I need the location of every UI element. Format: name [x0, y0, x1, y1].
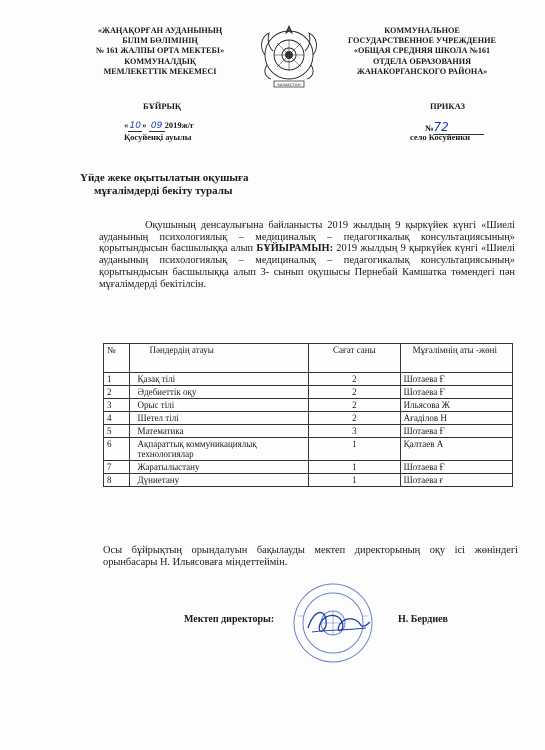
row-number: 7: [104, 461, 130, 474]
number-prefix: №: [425, 123, 434, 133]
header-cell-number: №: [104, 344, 130, 373]
place-kazakh: Қосуйенқі ауылы: [124, 132, 192, 142]
row-hours: 2: [309, 399, 401, 412]
row-number: 5: [104, 425, 130, 438]
header-right-line: ОТДЕЛА ОБРАЗОВАНИЯ: [373, 56, 471, 66]
row-subject: Шетел тілі: [129, 412, 309, 425]
row-hours: 3: [309, 425, 401, 438]
row-teacher: Шотаева Ғ: [400, 373, 512, 386]
table-row: [104, 386, 513, 399]
document-title: [80, 172, 248, 198]
row-number: 1: [104, 373, 130, 386]
table-header-row: [104, 344, 513, 373]
row-teacher: Шотаева Ғ: [400, 461, 512, 474]
order-title-russian: ПРИКАЗ: [430, 101, 465, 111]
row-subject: Әдебиеттік оқу: [129, 386, 309, 399]
row-hours: 2: [309, 373, 401, 386]
number-handwritten: 72: [434, 120, 484, 135]
row-teacher: Шотаева Ғ: [400, 386, 512, 399]
body-main-text: Оқушының денсаулығына байланысты 2019 жылдың 9 қыркүйек күнгі «Шиелі ауданының психологиялық – медициналық – педагогикалық консультациясының» қорытындысын басшылыққа алып: [99, 220, 515, 255]
table-row: [104, 474, 513, 487]
row-subject: Математика: [129, 425, 309, 438]
table-row: [104, 425, 513, 438]
header-left-kazakh: [72, 26, 248, 77]
table-row: [104, 412, 513, 425]
header-left-line: БІЛІМ БӨЛІМІНІҢ: [122, 36, 198, 46]
row-number: 3: [104, 399, 130, 412]
body-paragraph: [99, 220, 515, 290]
subjects-table: [103, 343, 513, 487]
row-hours: 1: [309, 474, 401, 487]
date-prefix: «: [124, 120, 129, 130]
row-number: 4: [104, 412, 130, 425]
header-left-line: № 161 ЖАЛПЫ ОРТА МЕКТЕБІ»: [95, 46, 225, 56]
emblem-label: КАЗАКСТАН: [277, 82, 301, 87]
row-subject: Орыс тілі: [129, 399, 309, 412]
row-number: 6: [104, 438, 130, 461]
row-hours: 1: [309, 461, 401, 474]
director-signature-icon: [304, 602, 374, 642]
header-left-line: «ЖАҢАҚОРҒАН АУДАНЫНЫҢ: [97, 26, 223, 35]
header-right-line: КОММУНАЛЬНОЕ: [384, 26, 460, 35]
header-right-line: ГОСУДАРСТВЕННОЕ УЧРЕЖДЕНИЕ: [348, 36, 496, 46]
table-row: [104, 373, 513, 386]
director-name: Н. Бердиев: [398, 614, 448, 625]
director-label: Мектеп директоры:: [184, 614, 275, 625]
table-row: [104, 438, 513, 461]
row-subject: Дүниетану: [129, 474, 309, 487]
row-teacher: Шотаева ғ: [400, 474, 512, 487]
row-subject: Жаратылыстану: [129, 461, 309, 474]
row-number: 8: [104, 474, 130, 487]
order-title-kazakh: БҰЙРЫҚ: [143, 101, 182, 111]
header-cell-teacher: Мұғалімнің аты -жөні: [400, 344, 512, 373]
row-number: 2: [104, 386, 130, 399]
title-line-1: Үйде жеке оқытылатын оқушыға: [80, 172, 249, 184]
header-cell-hours: Сағат саны: [309, 344, 401, 373]
header-left-line: КОММУНАЛДЫҚ: [124, 56, 196, 66]
row-hours: 2: [309, 386, 401, 399]
state-emblem-icon: [257, 21, 321, 91]
row-teacher: Ағаділов Н: [400, 412, 512, 425]
table-row: [104, 461, 513, 474]
conclusion-paragraph: Осы бұйрықтың орындалуын бақылауды мектеп директорының оқу ісі жөніндегі орынбасары Н. Ильясоваға міндеттеймін.: [103, 545, 518, 568]
row-hours: 2: [309, 412, 401, 425]
title-line-2: мұғалімдерді бекіту туралы: [94, 185, 233, 197]
row-teacher: Шотаева Ғ: [400, 425, 512, 438]
header-right-line: ЖАНАКОРГАНСКОГО РАЙОНА»: [356, 66, 488, 76]
date-month-handwritten: 09: [149, 121, 165, 132]
table-row: [104, 399, 513, 412]
row-subject: Қазақ тілі: [129, 373, 309, 386]
row-subject: Ақпараттық коммуникациялық технологиялар: [129, 438, 309, 461]
body-rest-text: 2019 жылдың 9 қыркүйек күнгі «Шиелі ауданының психологиялық – медициналық – педагогикалық консультациясының» қорытындысын басшылыққа алып 3- сынып оқушысы Пернебай Камшатка төмендегі пән мұғалімдерді бекітілсін.: [99, 243, 515, 290]
header-cell-subject: Пәндердің атауы: [129, 344, 309, 373]
body-emphasis: БҰЙЫРАМЫН:: [256, 243, 334, 255]
header-left-line: МЕМЛЕКЕТТІК МЕКЕМЕСІ: [103, 66, 217, 76]
row-hours: 1: [309, 438, 401, 461]
header-right-russian: [333, 26, 511, 77]
order-date: [124, 120, 194, 132]
place-russian: село Косуйенки: [410, 132, 471, 142]
date-mid: »: [142, 120, 147, 130]
row-teacher: Қалтаев А: [400, 438, 512, 461]
date-suffix: 2019ж/г: [164, 120, 195, 130]
header-right-line: «ОБЩАЯ СРЕДНЯЯ ШКОЛА №161: [353, 46, 491, 56]
row-teacher: Ильясова Ж: [400, 399, 512, 412]
date-day-handwritten: 10: [129, 121, 141, 131]
